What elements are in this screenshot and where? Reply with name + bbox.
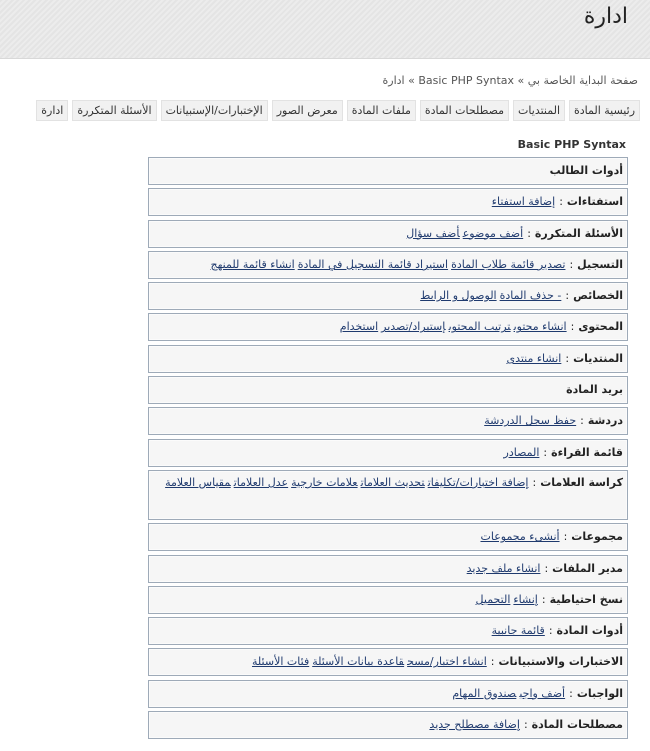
label-colon: : — [580, 414, 584, 428]
tool-block-title: دردشة — [587, 414, 623, 428]
tool-block — [148, 711, 628, 739]
breadcrumb — [383, 74, 639, 87]
course-name-heading: Basic PHP Syntax — [517, 138, 626, 151]
tool-block — [148, 439, 628, 467]
label-colon: : — [548, 624, 553, 638]
label-colon: : — [565, 351, 570, 365]
tool-block — [148, 282, 628, 310]
tool-block-title: أدوات الطالب — [549, 164, 623, 177]
tab-gallery[interactable]: معرض الصور — [272, 100, 343, 121]
tool-block-title: كراسة العلامات — [540, 475, 623, 489]
tool-block-title: المحتوى — [578, 320, 623, 334]
tool-block-title: الاختبارات والاستبيانات — [498, 655, 623, 669]
breadcrumb-home-link[interactable]: صفحة البداية الخاصة بي — [527, 74, 638, 87]
label-colon: : — [569, 257, 574, 271]
tool-block — [148, 617, 628, 645]
tool-link[interactable]: أنشىء مجموعات — [480, 530, 560, 544]
tool-link[interactable]: تصدير قائمة طلاب المادة — [451, 257, 566, 271]
tool-block — [148, 157, 628, 185]
breadcrumb-separator: » — [517, 74, 525, 87]
tool-link[interactable]: أضف سؤال — [406, 226, 460, 240]
tool-link[interactable]: انشاء اختبار/مسح — [407, 655, 487, 669]
tool-link[interactable]: إضافة اختبارات/تكليفات — [427, 475, 529, 489]
tool-block-title: المنتديات — [573, 351, 623, 365]
label-colon: : — [532, 475, 537, 489]
breadcrumb-current: ادارة — [382, 74, 405, 87]
tool-block — [148, 523, 628, 551]
tool-block-title: الخصائص — [573, 289, 623, 303]
tab-glossary[interactable]: مصطلحات المادة — [420, 100, 509, 121]
page-header — [0, 0, 650, 59]
label-colon: : — [544, 561, 549, 575]
tab-tests-surveys[interactable]: الإختبارات/الإستبيانات — [161, 100, 268, 121]
tool-link[interactable]: استخدام — [339, 320, 379, 334]
tool-block-title: الواجبات — [576, 686, 623, 700]
label-colon: : — [527, 226, 531, 240]
tool-block-title: مدير الملفات — [552, 561, 623, 575]
label-colon: : — [541, 592, 546, 606]
tool-link[interactable]: انشاء ملف جديد — [466, 561, 541, 575]
tool-link[interactable]: قائمة جانبية — [491, 624, 545, 638]
tool-block-title: مصطلحات المادة — [531, 718, 623, 732]
tool-block — [148, 251, 628, 279]
tool-link[interactable]: انشاء منتدى — [506, 351, 562, 365]
label-colon: : — [559, 195, 563, 209]
tool-block-title: الأسئلة المتكررة — [534, 226, 623, 240]
tool-link[interactable]: أضف موضوع — [462, 226, 524, 240]
label-colon: : — [565, 289, 570, 303]
tool-link[interactable]: انشاء قائمة للمنهج — [210, 257, 295, 271]
tool-link[interactable]: المصادر — [503, 445, 540, 459]
tool-link[interactable]: مقياس العلامة — [165, 475, 231, 489]
course-tabs — [36, 100, 640, 121]
tab-faq[interactable]: الأسئلة المتكررة — [72, 100, 156, 121]
label-colon: : — [523, 718, 528, 732]
breadcrumb-course-link[interactable]: Basic PHP Syntax — [418, 74, 515, 87]
page-title: ادارة — [583, 4, 628, 29]
manage-tools-list — [148, 157, 628, 742]
tab-course-files[interactable]: ملفات المادة — [347, 100, 416, 121]
tool-link[interactable]: حفظ سجل الدردشة — [484, 414, 577, 428]
tool-block — [148, 555, 628, 583]
tool-block — [148, 345, 628, 373]
tool-block — [148, 376, 628, 404]
tool-block — [148, 648, 628, 676]
tool-block — [148, 313, 628, 341]
tool-block-title: قائمة القراءة — [551, 445, 623, 459]
tool-block-title: التسجيل — [577, 257, 623, 271]
tool-block — [148, 407, 628, 435]
label-colon: : — [570, 320, 575, 334]
tool-block-title: استفتاءات — [566, 195, 623, 209]
tool-block — [148, 470, 628, 520]
tool-block-title: أدوات المادة — [556, 624, 623, 638]
tool-block — [148, 680, 628, 708]
tab-manage[interactable]: ادارة — [36, 100, 68, 121]
tool-link[interactable]: تحديث العلامات — [360, 475, 425, 489]
tab-course-home[interactable]: رئيسية المادة — [569, 100, 640, 121]
tool-link[interactable]: فئات الأسئلة — [252, 655, 310, 669]
tool-link[interactable]: التحميل — [475, 592, 511, 606]
tool-link[interactable]: أضف واجب — [519, 686, 566, 700]
tool-link[interactable]: إضافة مصطلح جديد — [429, 718, 520, 732]
label-colon: : — [543, 445, 548, 459]
tool-link[interactable]: صندوق المهام — [452, 686, 517, 700]
tab-forums[interactable]: المنتديات — [513, 100, 565, 121]
breadcrumb-separator: » — [408, 74, 415, 87]
tool-link[interactable]: إستيراد/تصدير — [381, 320, 446, 334]
label-colon: : — [490, 655, 495, 669]
tool-link[interactable]: قاعدة بيانات الأسئلة — [312, 655, 405, 669]
tool-block — [148, 220, 628, 248]
tool-link[interactable]: استيراد قائمة التسجيل في المادة — [297, 257, 449, 271]
tool-block — [148, 188, 628, 216]
tool-link[interactable]: إنشاء — [513, 592, 538, 606]
tool-block-title: مجموعات — [571, 530, 623, 544]
tool-link[interactable]: الوصول و الرابط — [420, 289, 497, 303]
tool-link[interactable]: علامات خارجية — [291, 475, 358, 489]
label-colon: : — [563, 530, 568, 544]
tool-link[interactable]: انشاء محتوى — [513, 320, 567, 334]
tool-link[interactable]: إضافة استفتاء — [491, 195, 556, 209]
tool-link[interactable]: عدل العلامات — [233, 475, 289, 489]
label-colon: : — [569, 686, 573, 700]
tool-block — [148, 586, 628, 614]
tool-block-title: نسخ احتياطية — [549, 592, 623, 606]
tool-link[interactable]: ترتيب المحتوى — [448, 320, 511, 334]
tool-link[interactable]: - حذف المادة — [499, 289, 562, 303]
tool-block-title: بريد المادة — [566, 383, 623, 397]
